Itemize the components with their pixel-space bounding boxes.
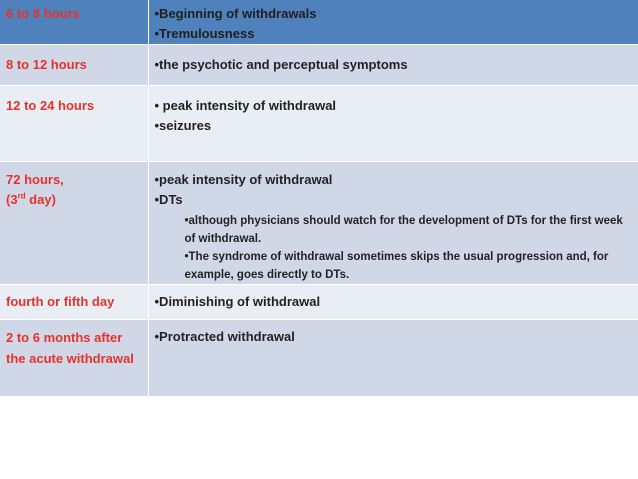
list-item: •seizures: [154, 118, 212, 133]
time-label-part: day): [25, 192, 56, 207]
sub-list-item: •although physicians should watch for the development of DTs for the first week of withdrawal.: [184, 215, 623, 245]
time-cell: 2 to 6 months after the acute withdrawal: [0, 320, 148, 397]
table-row: [0, 86, 638, 162]
time-cell: 6 to 8 hours: [0, 0, 148, 45]
description-cell: [148, 45, 638, 86]
list-item: •peak intensity of withdrawal: [154, 172, 333, 187]
time-label-line: 72 hours,: [6, 172, 64, 187]
table-row: [0, 285, 638, 320]
time-cell: [0, 162, 148, 285]
table-row: [0, 162, 638, 285]
description-cell: [148, 320, 638, 397]
list-item: •DTs: [154, 192, 183, 207]
description-cell: [148, 285, 638, 320]
description-cell: [148, 162, 638, 285]
list-item: •Diminishing of withdrawal: [154, 294, 321, 309]
list-item: •Beginning of withdrawals: [154, 6, 317, 21]
time-cell: 8 to 12 hours: [0, 45, 148, 86]
time-label-part: (3: [6, 192, 18, 207]
description-cell: [148, 86, 638, 162]
list-item: •the psychotic and perceptual symptoms: [154, 57, 408, 72]
ordinal-suffix: rd: [17, 191, 26, 201]
list-item: • peak intensity of withdrawal: [154, 98, 337, 113]
sub-list-item: •The syndrome of withdrawal sometimes skips the usual progression and, for example, goes directly to DTs.: [184, 251, 609, 281]
list-item: •Tremulousness: [154, 26, 255, 41]
table-row: [0, 45, 638, 86]
sub-list: [155, 212, 632, 284]
list-item: •Protracted withdrawal: [154, 329, 295, 344]
time-label-line: [6, 190, 142, 210]
description-cell: [148, 0, 638, 45]
table-row: [0, 0, 638, 45]
time-cell: fourth or fifth day: [0, 285, 148, 320]
table-row: [0, 320, 638, 397]
time-cell: 12 to 24 hours: [0, 86, 148, 162]
